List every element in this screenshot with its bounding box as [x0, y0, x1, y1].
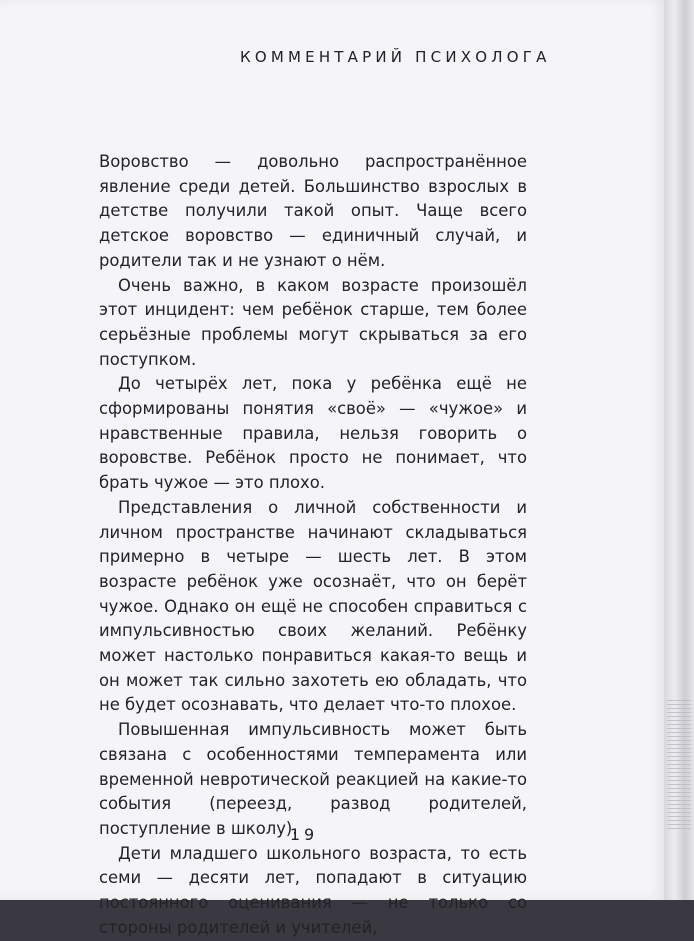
page-number: 19 — [289, 825, 319, 844]
running-head: КОММЕНТАРИЙ ПСИХОЛОГА — [240, 48, 551, 66]
page-edge-marks — [667, 700, 691, 830]
paragraph: Повышенная импульсивность может быть связана с особенностями темперамента или временной невротической реакцией на какие-то события (переезд, развод родителей, поступление в школу). — [99, 720, 527, 838]
paragraph: Очень важно, в каком возрасте произошёл этот инцидент: чем ребёнок старше, тем более серьёзные проблемы могут скрываться за его поступком. — [99, 275, 527, 369]
paragraph: Воровство — довольно распространённое явление среди детей. Большинство взрослых в детстве получили такой опыт. Чаще всего детское воровство — единичный случай, и родители так и не узнают о нём. — [99, 152, 527, 270]
body-text — [99, 150, 527, 941]
paragraph: Дети младшего школьного возраста, то есть семи — десяти лет, попадают в ситуацию постоянного оценивания — не только со стороны родителей и учителей, — [99, 843, 527, 937]
paragraph: Представления о личной собственности и личном пространстве начинают складываться примерно в четыре — шесть лет. В этом возрасте ребёнок уже осознаёт, что он берёт чужое. Однако он ещё не способен справиться с импульсивностью своих желаний. Ребёнку может настолько понравиться какая-то вещь и он может так сильно захотеть ею обладать, что не будет осознавать, что делает что-то плохое. — [99, 497, 527, 715]
paragraph: До четырёх лет, пока у ребёнка ещё не сформированы понятия «своё» — «чужое» и нравственные правила, нельзя говорить о воровстве. Ребёнок просто не понимает, что брать чужое — это плохо. — [99, 374, 527, 493]
